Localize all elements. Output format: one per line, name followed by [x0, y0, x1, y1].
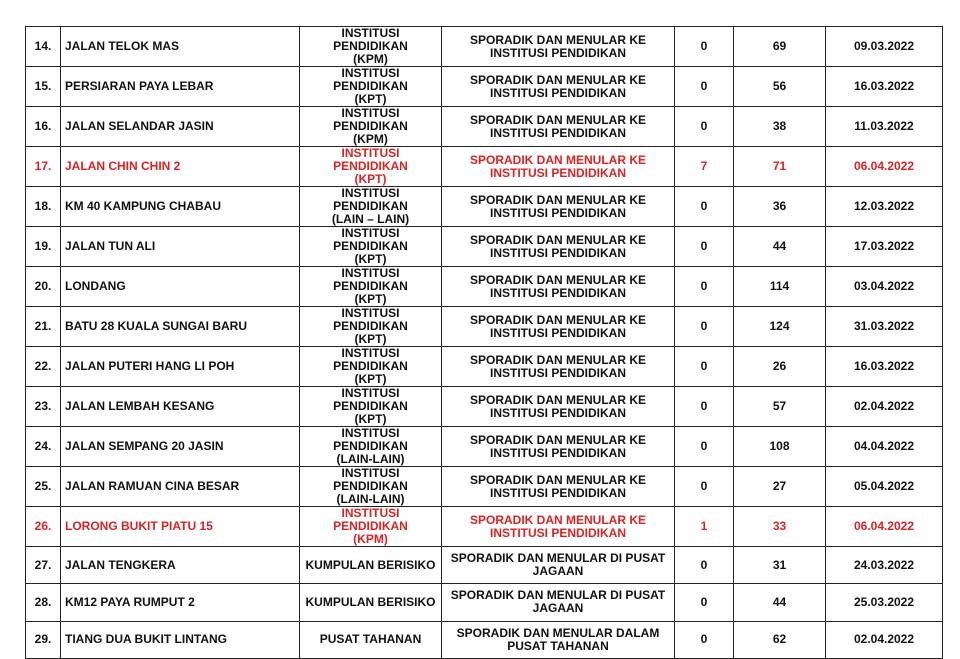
cluster-category [300, 107, 442, 147]
cluster-date: 02.04.2022 [826, 621, 943, 658]
cluster-category [300, 467, 442, 507]
total-cases: 108 [734, 427, 826, 467]
total-cases: 44 [734, 584, 826, 621]
type-line-2: INSTITUSI PENDIDIKAN [489, 125, 626, 140]
category-line-2: (LAIN-LAIN) [336, 452, 405, 466]
cluster-category [300, 27, 442, 67]
category-line-1: INSTITUSI PENDIDIKAN [333, 266, 408, 293]
cluster-location: TIANG DUA BUKIT LINTANG [61, 621, 300, 658]
cluster-category [300, 347, 442, 387]
category-line-2: (KPT) [354, 172, 387, 186]
cluster-category [300, 227, 442, 267]
cluster-type [442, 27, 675, 67]
new-cases: 7 [675, 147, 734, 187]
new-cases: 0 [675, 621, 734, 658]
cluster-category [300, 427, 442, 467]
type-line-1: SPORADIK DAN MENULAR KE [469, 472, 646, 487]
table-row [26, 387, 943, 427]
cluster-date: 16.03.2022 [826, 67, 943, 107]
type-line-1: SPORADIK DAN MENULAR KE [469, 392, 646, 407]
type-line-1: SPORADIK DAN MENULAR KE [469, 72, 646, 87]
cluster-type [442, 107, 675, 147]
table-row [26, 107, 943, 147]
table-row [26, 227, 943, 267]
category-line-2: (KPM) [353, 52, 388, 66]
cluster-location: LORONG BUKIT PIATU 15 [61, 507, 300, 547]
type-line-2: INSTITUSI PENDIDIKAN [489, 485, 626, 500]
cluster-date: 02.04.2022 [826, 387, 943, 427]
cluster-type [442, 467, 675, 507]
cluster-date: 06.04.2022 [826, 507, 943, 547]
type-line-2: INSTITUSI PENDIDIKAN [489, 525, 626, 540]
total-cases: 71 [734, 147, 826, 187]
total-cases: 114 [734, 267, 826, 307]
cluster-location: JALAN TUN ALI [61, 227, 300, 267]
type-line-2: INSTITUSI PENDIDIKAN [489, 45, 626, 60]
type-line-2: INSTITUSI PENDIDIKAN [489, 245, 626, 260]
cluster-location: KM 40 KAMPUNG CHABAU [61, 187, 300, 227]
row-number: 29. [26, 621, 61, 658]
cluster-type [442, 387, 675, 427]
cluster-location: JALAN SEMPANG 20 JASIN [61, 427, 300, 467]
row-number: 26. [26, 507, 61, 547]
row-number: 16. [26, 107, 61, 147]
type-line-1: SPORADIK DAN MENULAR KE [469, 272, 646, 287]
category-line-1: INSTITUSI PENDIDIKAN [333, 506, 408, 533]
type-line-2: INSTITUSI PENDIDIKAN [489, 325, 626, 340]
category-line-2: (KPT) [354, 292, 387, 306]
type-line-2: JAGAAN [532, 601, 584, 616]
category-line-1: INSTITUSI PENDIDIKAN [333, 386, 408, 413]
table-row [26, 187, 943, 227]
cluster-category [300, 621, 442, 658]
cluster-type [442, 67, 675, 107]
category-line-1: INSTITUSI PENDIDIKAN [333, 346, 408, 373]
cluster-location: JALAN RAMUAN CINA BESAR [61, 467, 300, 507]
new-cases: 0 [675, 67, 734, 107]
row-number: 23. [26, 387, 61, 427]
total-cases: 124 [734, 307, 826, 347]
type-line-2: JAGAAN [532, 564, 584, 579]
new-cases: 0 [675, 107, 734, 147]
new-cases: 0 [675, 307, 734, 347]
cluster-location: JALAN LEMBAH KESANG [61, 387, 300, 427]
total-cases: 56 [734, 67, 826, 107]
cluster-date: 16.03.2022 [826, 347, 943, 387]
table-row [26, 467, 943, 507]
cluster-category [300, 584, 442, 621]
category-line-1: KUMPULAN BERISIKO [305, 594, 436, 609]
type-line-1: SPORADIK DAN MENULAR KE [469, 312, 646, 327]
table-row [26, 547, 943, 584]
cluster-location: BATU 28 KUALA SUNGAI BARU [61, 307, 300, 347]
new-cases: 0 [675, 227, 734, 267]
total-cases: 57 [734, 387, 826, 427]
new-cases: 0 [675, 427, 734, 467]
new-cases: 0 [675, 387, 734, 427]
category-line-2: (KPT) [354, 372, 387, 386]
row-number: 25. [26, 467, 61, 507]
type-line-1: SPORADIK DAN MENULAR DI PUSAT [450, 551, 666, 566]
row-number: 14. [26, 27, 61, 67]
cluster-type [442, 227, 675, 267]
total-cases: 44 [734, 227, 826, 267]
total-cases: 27 [734, 467, 826, 507]
cluster-category [300, 67, 442, 107]
category-line-2: (KPT) [354, 412, 387, 426]
table-row [26, 621, 943, 658]
cluster-date: 12.03.2022 [826, 187, 943, 227]
cluster-type [442, 187, 675, 227]
cluster-location: KM12 PAYA RUMPUT 2 [61, 584, 300, 621]
type-line-1: SPORADIK DAN MENULAR KE [469, 232, 646, 247]
row-number: 21. [26, 307, 61, 347]
cluster-category [300, 547, 442, 584]
total-cases: 33 [734, 507, 826, 547]
cluster-date: 11.03.2022 [826, 107, 943, 147]
category-line-2: (KPM) [353, 532, 388, 546]
table-row [26, 67, 943, 107]
row-number: 18. [26, 187, 61, 227]
table-row [26, 507, 943, 547]
cluster-category [300, 187, 442, 227]
row-number: 17. [26, 147, 61, 187]
category-line-1: INSTITUSI PENDIDIKAN [333, 226, 408, 253]
row-number: 15. [26, 67, 61, 107]
category-line-1: INSTITUSI PENDIDIKAN [333, 26, 408, 53]
cluster-date: 05.04.2022 [826, 467, 943, 507]
total-cases: 38 [734, 107, 826, 147]
cluster-category [300, 307, 442, 347]
type-line-1: SPORADIK DAN MENULAR DI PUSAT [450, 588, 666, 603]
cluster-location: JALAN CHIN CHIN 2 [61, 147, 300, 187]
cluster-location: LONDANG [61, 267, 300, 307]
table-row [26, 267, 943, 307]
type-line-2: INSTITUSI PENDIDIKAN [489, 365, 626, 380]
type-line-1: SPORADIK DAN MENULAR KE [469, 432, 646, 447]
category-line-2: (KPT) [354, 332, 387, 346]
table-row [26, 307, 943, 347]
cluster-date: 06.04.2022 [826, 147, 943, 187]
category-line-1: INSTITUSI PENDIDIKAN [333, 66, 408, 93]
cluster-category [300, 507, 442, 547]
row-number: 27. [26, 547, 61, 584]
category-line-2: (LAIN – LAIN) [331, 212, 410, 226]
type-line-2: INSTITUSI PENDIDIKAN [489, 205, 626, 220]
row-number: 19. [26, 227, 61, 267]
cluster-category [300, 387, 442, 427]
table-row [26, 584, 943, 621]
cluster-location: JALAN PUTERI HANG LI POH [61, 347, 300, 387]
table-row [26, 427, 943, 467]
cluster-date: 31.03.2022 [826, 307, 943, 347]
cluster-category [300, 147, 442, 187]
new-cases: 0 [675, 27, 734, 67]
category-line-1: INSTITUSI PENDIDIKAN [333, 106, 408, 133]
cluster-date: 04.04.2022 [826, 427, 943, 467]
type-line-1: SPORADIK DAN MENULAR KE [469, 112, 646, 127]
category-line-2: (KPT) [354, 252, 387, 266]
new-cases: 1 [675, 507, 734, 547]
row-number: 28. [26, 584, 61, 621]
type-line-2: PUSAT TAHANAN [507, 638, 609, 653]
cluster-date: 03.04.2022 [826, 267, 943, 307]
new-cases: 0 [675, 547, 734, 584]
type-line-2: INSTITUSI PENDIDIKAN [489, 85, 626, 100]
type-line-2: INSTITUSI PENDIDIKAN [489, 285, 626, 300]
type-line-1: SPORADIK DAN MENULAR KE [469, 32, 646, 47]
total-cases: 36 [734, 187, 826, 227]
cluster-type [442, 307, 675, 347]
type-line-1: SPORADIK DAN MENULAR KE [469, 512, 646, 527]
cluster-type [442, 507, 675, 547]
cluster-date: 17.03.2022 [826, 227, 943, 267]
type-line-1: SPORADIK DAN MENULAR KE [469, 152, 646, 167]
category-line-1: INSTITUSI PENDIDIKAN [333, 426, 408, 453]
new-cases: 0 [675, 187, 734, 227]
category-line-1: INSTITUSI PENDIDIKAN [333, 146, 408, 173]
cluster-category [300, 267, 442, 307]
cluster-date: 09.03.2022 [826, 27, 943, 67]
category-line-2: (KPT) [354, 92, 387, 106]
category-line-1: KUMPULAN BERISIKO [305, 557, 436, 572]
new-cases: 0 [675, 347, 734, 387]
table-row [26, 147, 943, 187]
category-line-1: INSTITUSI PENDIDIKAN [333, 466, 408, 493]
cluster-type [442, 427, 675, 467]
type-line-2: INSTITUSI PENDIDIKAN [489, 445, 626, 460]
cluster-location: JALAN TELOK MAS [61, 27, 300, 67]
category-line-1: PUSAT TAHANAN [319, 632, 422, 647]
category-line-1: INSTITUSI PENDIDIKAN [333, 306, 408, 333]
cluster-location: JALAN SELANDAR JASIN [61, 107, 300, 147]
cluster-type [442, 147, 675, 187]
cluster-location: JALAN TENGKERA [61, 547, 300, 584]
row-number: 24. [26, 427, 61, 467]
cluster-location: PERSIARAN PAYA LEBAR [61, 67, 300, 107]
type-line-1: SPORADIK DAN MENULAR KE [469, 192, 646, 207]
category-line-2: (KPM) [353, 132, 388, 146]
table-row [26, 347, 943, 387]
cluster-table [25, 26, 943, 659]
new-cases: 0 [675, 467, 734, 507]
cluster-type [442, 347, 675, 387]
type-line-2: INSTITUSI PENDIDIKAN [489, 405, 626, 420]
new-cases: 0 [675, 267, 734, 307]
cluster-type [442, 267, 675, 307]
cluster-date: 24.03.2022 [826, 547, 943, 584]
row-number: 20. [26, 267, 61, 307]
total-cases: 62 [734, 621, 826, 658]
total-cases: 69 [734, 27, 826, 67]
table-body [26, 27, 943, 659]
total-cases: 26 [734, 347, 826, 387]
total-cases: 31 [734, 547, 826, 584]
type-line-1: SPORADIK DAN MENULAR KE [469, 352, 646, 367]
type-line-1: SPORADIK DAN MENULAR DALAM [456, 625, 660, 640]
category-line-2: (LAIN-LAIN) [336, 492, 405, 506]
type-line-2: INSTITUSI PENDIDIKAN [489, 165, 626, 180]
new-cases: 0 [675, 584, 734, 621]
cluster-type [442, 584, 675, 621]
table-row [26, 27, 943, 67]
cluster-date: 25.03.2022 [826, 584, 943, 621]
row-number: 22. [26, 347, 61, 387]
cluster-type [442, 547, 675, 584]
category-line-1: INSTITUSI PENDIDIKAN [333, 186, 408, 213]
cluster-type [442, 621, 675, 658]
